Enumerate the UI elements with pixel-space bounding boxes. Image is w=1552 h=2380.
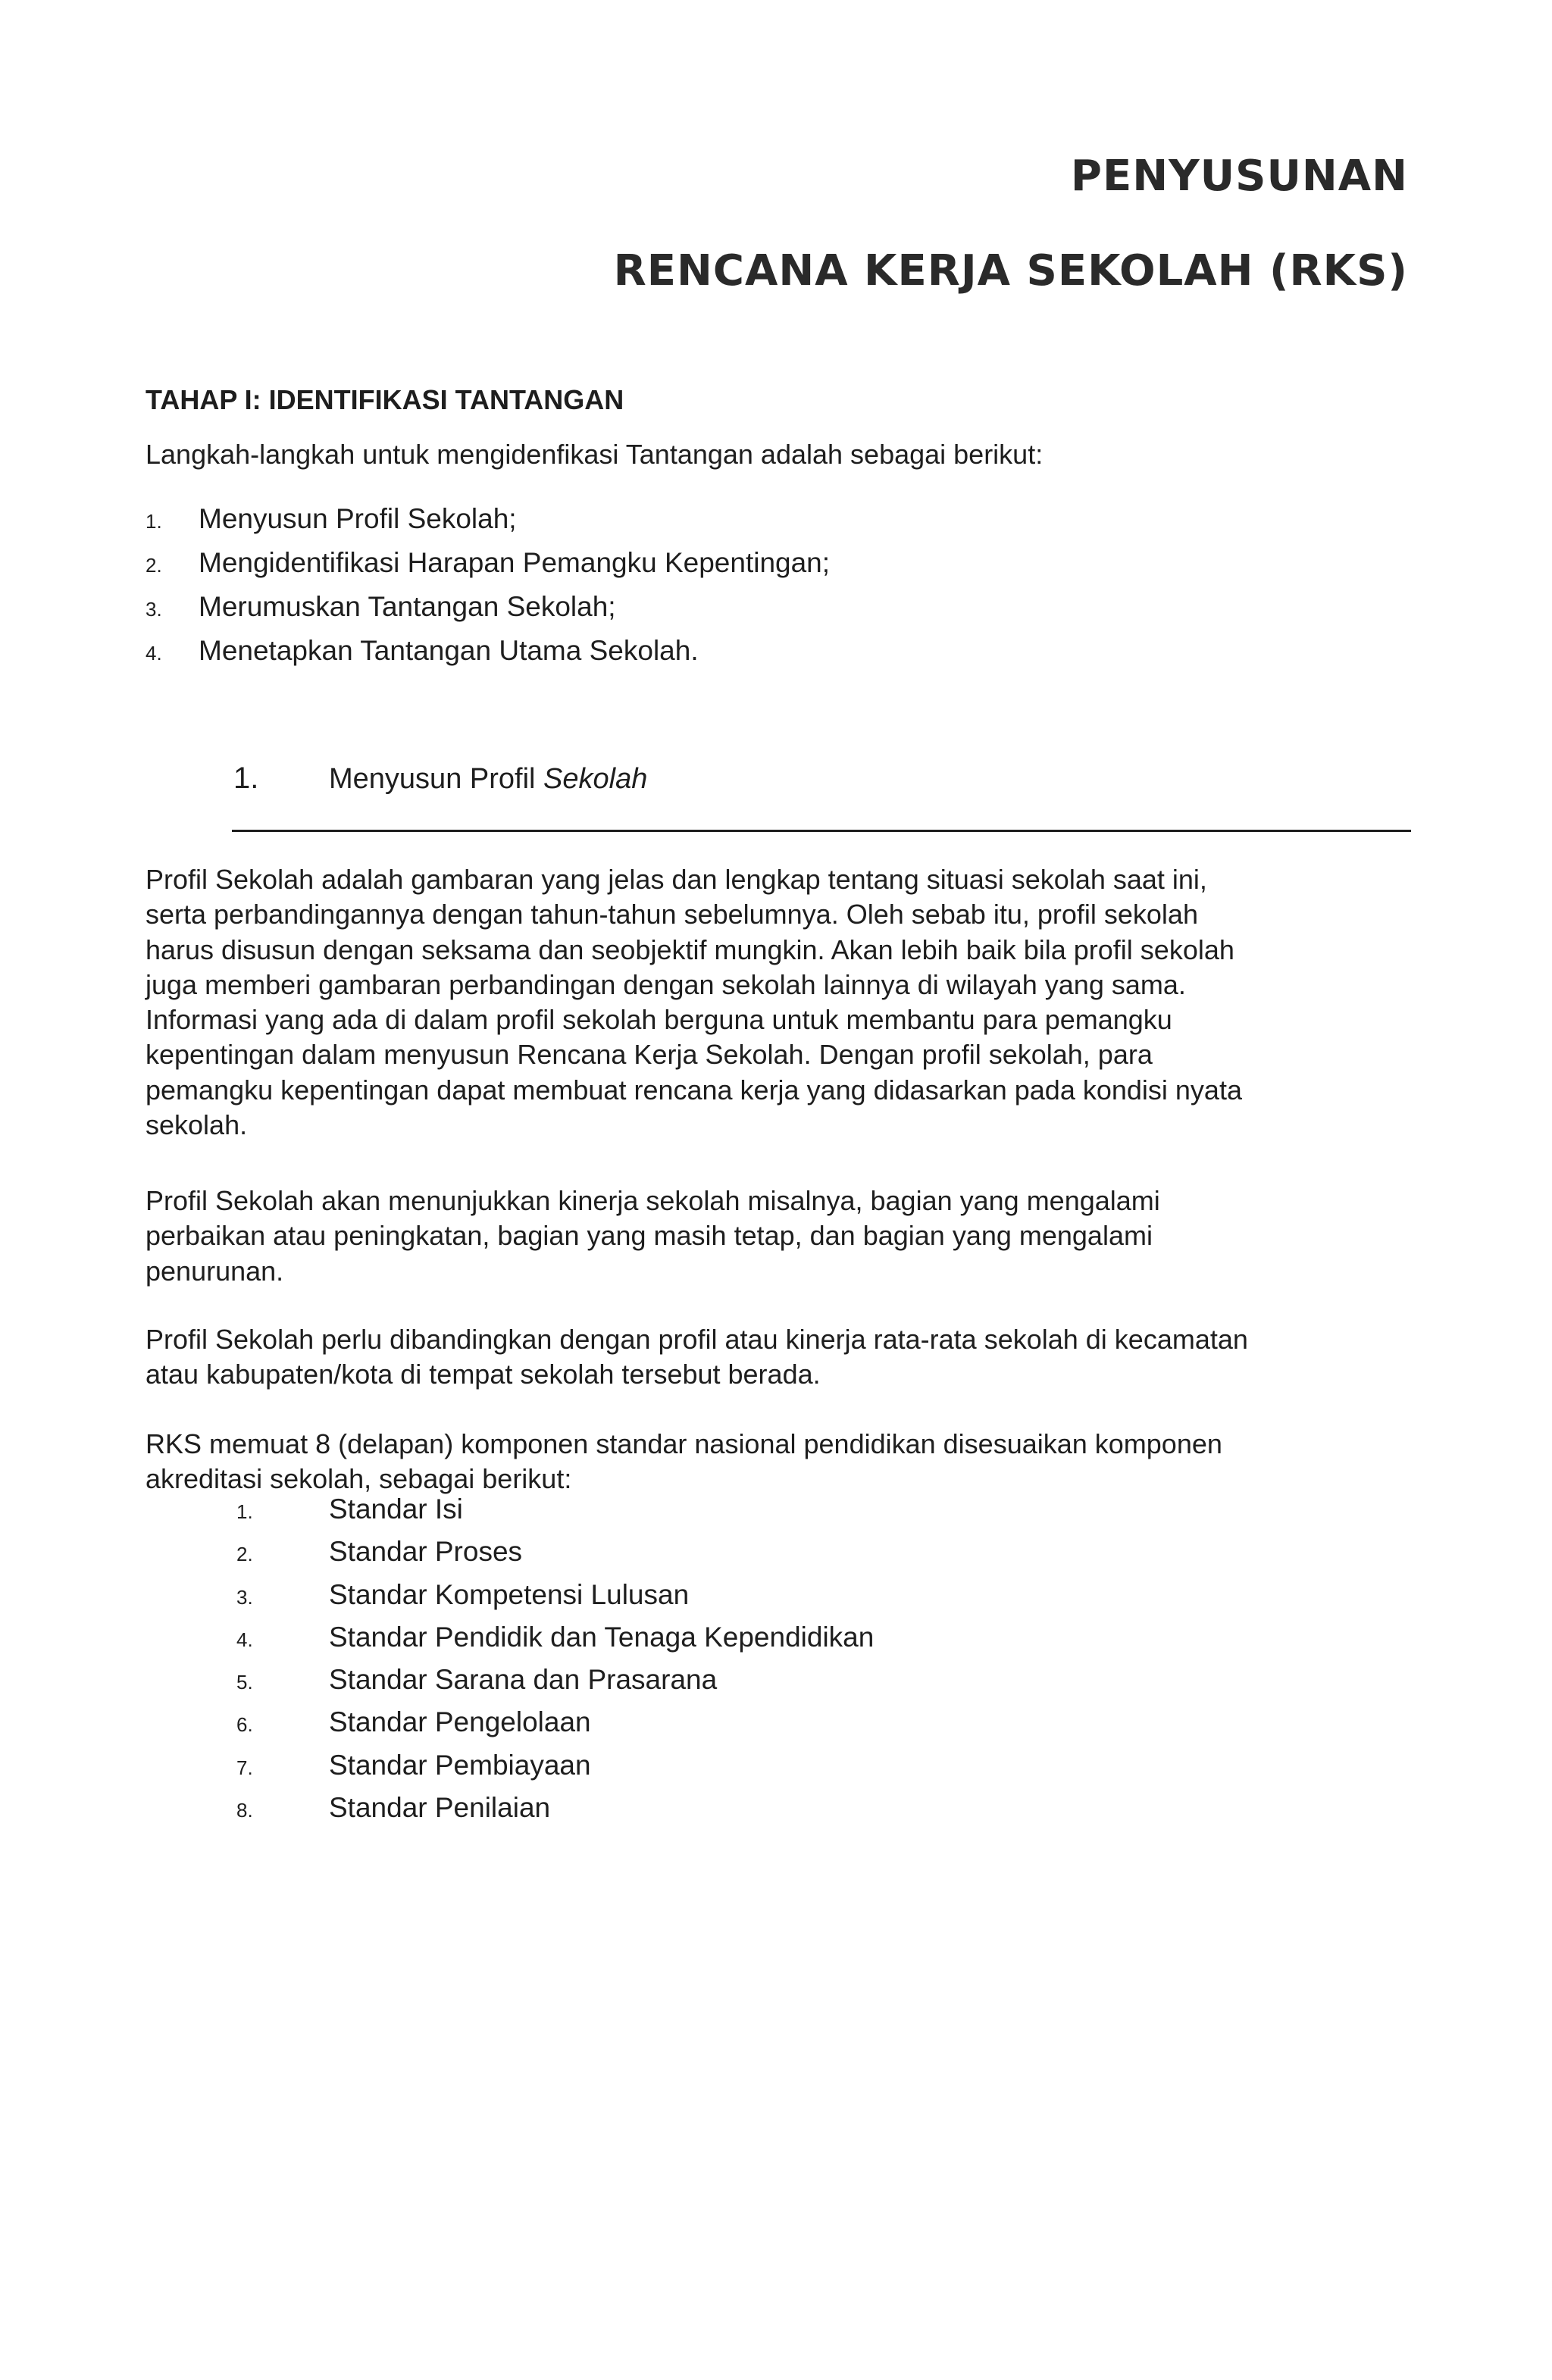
list-number: 3. xyxy=(146,598,162,621)
list-text: Standar Proses xyxy=(329,1536,523,1568)
section-title: Menyusun Profil xyxy=(329,763,544,795)
paragraph-line: serta perbandingannya dengan tahun-tahun sebelumnya. Oleh sebab itu, profil sekolah xyxy=(146,899,1198,930)
paragraph-comparison xyxy=(146,1322,1248,1393)
paragraph-line: perbaikan atau peningkatan, bagian yang masih tetap, dan bagian yang mengalami xyxy=(146,1220,1153,1252)
list-item xyxy=(236,1579,874,1622)
list-text: Menetapkan Tantangan Utama Sekolah. xyxy=(199,635,699,666)
list-item xyxy=(236,1706,874,1749)
list-number: 6. xyxy=(236,1713,253,1737)
section-title-italic: Sekolah xyxy=(543,763,648,795)
list-text: Standar Kompetensi Lulusan xyxy=(329,1578,690,1610)
list-item xyxy=(146,591,830,635)
list-text: Standar Sarana dan Prasarana xyxy=(329,1664,718,1696)
paragraph-line: pemangku kepentingan dapat membuat rencana kerja yang didasarkan pada kondisi nyata xyxy=(146,1074,1242,1106)
list-item xyxy=(236,1622,874,1664)
list-number: 2. xyxy=(236,1543,253,1566)
list-text: Standar Penilaian xyxy=(329,1792,551,1824)
list-number: 5. xyxy=(236,1671,253,1694)
standards-list xyxy=(236,1493,874,1834)
stage-steps-list xyxy=(146,503,830,679)
document-title-line-1: PENYUSUNAN xyxy=(1070,152,1408,201)
paragraph-line: akreditasi sekolah, sebagai berikut: xyxy=(146,1463,572,1495)
list-item xyxy=(236,1750,874,1792)
list-number: 8. xyxy=(236,1799,253,1822)
list-number: 4. xyxy=(236,1628,253,1651)
paragraph-line: Profil Sekolah perlu dibandingkan dengan profil atau kinerja rata-rata sekolah di kecamatan xyxy=(146,1324,1248,1355)
list-item xyxy=(146,547,830,591)
list-text: Standar Isi xyxy=(329,1493,463,1525)
paragraph-line: Profil Sekolah akan menunjukkan kinerja sekolah misalnya, bagian yang mengalami xyxy=(146,1185,1160,1216)
stage-intro: Langkah-langkah untuk mengidenfikasi Tantangan adalah sebagai berikut: xyxy=(146,439,1044,470)
paragraph-line: juga memberi gambaran perbandingan dengan sekolah lainnya di wilayah yang sama. xyxy=(146,968,1186,1000)
document-title-line-2: RENCANA KERJA SEKOLAH (RKS) xyxy=(613,246,1408,296)
list-number: 4. xyxy=(146,642,162,665)
list-text: Standar Pendidik dan Tenaga Kependidikan xyxy=(329,1621,875,1653)
paragraph-line: kepentingan dalam menyusun Rencana Kerja Sekolah. Dengan profil sekolah, para xyxy=(146,1039,1153,1071)
paragraph-line: RKS memuat 8 (delapan) komponen standar nasional pendidikan disesuaikan komponen xyxy=(146,1428,1222,1459)
paragraph-rks-components xyxy=(146,1427,1222,1497)
list-number: 1. xyxy=(236,1500,253,1523)
list-text: Menyusun Profil Sekolah; xyxy=(199,503,517,534)
list-text: Standar Pembiayaan xyxy=(329,1749,591,1781)
paragraph-line: Profil Sekolah adalah gambaran yang jelas dan lengkap tentang situasi sekolah saat ini, xyxy=(146,864,1207,895)
list-item xyxy=(236,1493,874,1536)
paragraph-performance xyxy=(146,1184,1160,1289)
section-number: 1. xyxy=(233,762,259,795)
list-number: 2. xyxy=(146,554,162,577)
paragraph-line: harus disusun dengan seksama dan seobjektif mungkin. Akan lebih baik bila profil sekolah xyxy=(146,934,1234,965)
stage-heading: TAHAP I: IDENTIFIKASI TANTANGAN xyxy=(146,384,624,415)
list-text: Mengidentifikasi Harapan Pemangku Kepentingan; xyxy=(199,547,831,578)
list-number: 3. xyxy=(236,1585,253,1609)
paragraph-profile-definition xyxy=(146,862,1242,1143)
list-number: 7. xyxy=(236,1756,253,1779)
section-heading xyxy=(233,762,647,796)
paragraph-line: Informasi yang ada di dalam profil sekolah berguna untuk membantu para pemangku xyxy=(146,1004,1172,1036)
list-text: Merumuskan Tantangan Sekolah; xyxy=(199,591,616,622)
list-text: Standar Pengelolaan xyxy=(329,1706,591,1738)
paragraph-line: penurunan. xyxy=(146,1255,284,1287)
list-item xyxy=(146,635,830,679)
list-item xyxy=(146,503,830,547)
paragraph-line: sekolah. xyxy=(146,1109,248,1141)
list-item xyxy=(236,1536,874,1578)
list-item xyxy=(236,1664,874,1706)
list-item xyxy=(236,1792,874,1834)
list-number: 1. xyxy=(146,510,162,533)
section-divider xyxy=(232,830,1411,832)
paragraph-line: atau kabupaten/kota di tempat sekolah tersebut berada. xyxy=(146,1359,821,1390)
